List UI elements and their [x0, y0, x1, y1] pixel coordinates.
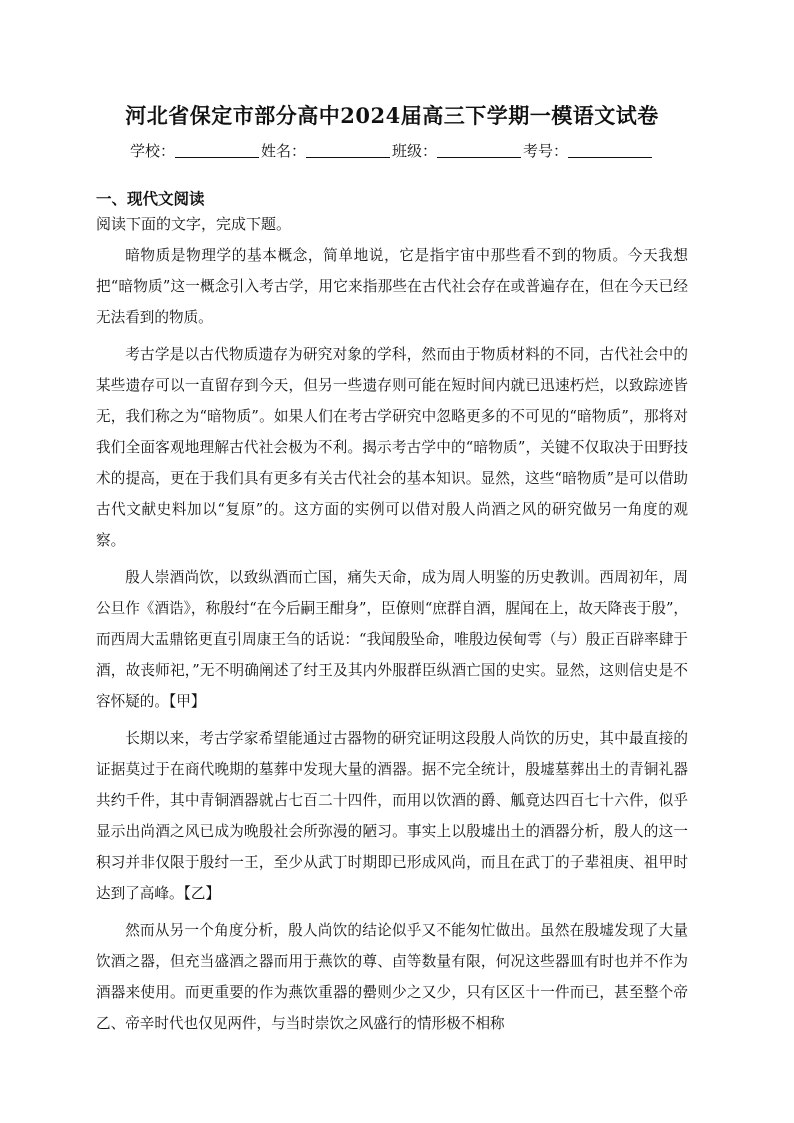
exam-number-field — [523, 140, 654, 161]
school-field — [130, 140, 261, 161]
page-title: 河北省保定市部分高中2024届高三下学期一模语文试卷 — [125, 103, 659, 128]
name-label: 姓名： — [260, 142, 306, 160]
school-blank[interactable] — [175, 143, 259, 158]
reading-instruction: 阅读下面的文字，完成下题。 — [96, 215, 292, 233]
exam-number-label: 考号： — [523, 142, 569, 160]
class-label: 班级： — [392, 142, 438, 160]
class-field — [392, 140, 523, 161]
passage-paragraph: 殷人崇酒尚饮，以致纵酒而亡国，痛失天命，成为周人明鉴的历史教训。西周初年，周公旦作《酒诰》，称殷纣“在今后嗣王酣身”，臣僚则“庶群自酒，腥闻在上，故天降丧于殷”，而西周大盂鼎铭更直引周康王刍的话说：“我闻殷坠命，唯殷边侯甸雩（与）殷正百辟率肆于酒，故丧师祀，”无不明确阐述了纣王及其内外服群臣纵酒亡国的史实。显然，这则信史是不容怀疑的。【甲】 — [96, 569, 688, 710]
section-heading: 一、现代文阅读 — [96, 190, 205, 208]
passage-paragraph: 考古学是以古代物质遗存为研究对象的学科，然而由于物质材料的不同，古代社会中的某些遗存可以一直留存到今天，但另一些遗存则可能在短时间内就已迅速朽烂，以致踪迹皆无，我们称之为“暗物质”。如果人们在考古学研究中忽略更多的不可见的“暗物质”，那将对我们全面客观地理解古代社会极为不利。揭示考古学中的“暗物质”，关键不仅取决于田野技术的提高，更在于我们具有更多有关古代社会的基本知识。显然，这些“暗物质”是可以借助古代文献史料加以“复原”的。这方面的实例可以借对殷人尚酒之风的研究做另一角度的观察。 — [96, 346, 688, 549]
passage-paragraph: 暗物质是物理学的基本概念，简单地说，它是指宇宙中那些看不到的物质。今天我想把“暗物质”这一概念引入考古学，用它来指那些在古代社会存在或普遍存在，但在今天已经无法看到的物质。 — [96, 247, 688, 326]
school-label: 学校： — [129, 142, 175, 160]
student-info-line — [96, 140, 688, 161]
name-field — [261, 140, 392, 161]
exam-number-blank[interactable] — [568, 143, 652, 158]
passage-paragraph: 然而从另一个角度分析，殷人尚饮的结论似乎又不能匆忙做出。虽然在殷墟发现了大量饮酒之器，但充当盛酒之器而用于燕饮的尊、卣等数量有限，何况这些器皿有时也并不作为酒器来使用。而更重要的作为燕饮重器的罍则少之又少，只有区区十一件而已，甚至整个帝乙、帝辛时代也仅见两件，与当时崇饮之风盛行的情形极不相称 — [96, 922, 688, 1032]
class-blank[interactable] — [437, 143, 521, 158]
name-blank[interactable] — [306, 143, 390, 158]
passage-paragraph: 长期以来，考古学家希望能通过古器物的研究证明这段殷人尚饮的历史，其中最直接的证据莫过于在商代晚期的墓葬中发现大量的酒器。据不完全统计，殷墟墓葬出土的青铜礼器共约千件，其中青铜酒器就占七百二十四件，而用以饮酒的爵、觚竟达四百七十六件，似乎显示出尚酒之风已成为晚殷社会所弥漫的陋习。事实上以殷墟出土的酒器分析，殷人的这一积习并非仅限于殷纣一王，至少从武丁时期即已形成风尚，而且在武丁的子辈祖庚、祖甲时达到了高峰。【乙】 — [96, 730, 688, 902]
reading-passage — [96, 240, 688, 1039]
